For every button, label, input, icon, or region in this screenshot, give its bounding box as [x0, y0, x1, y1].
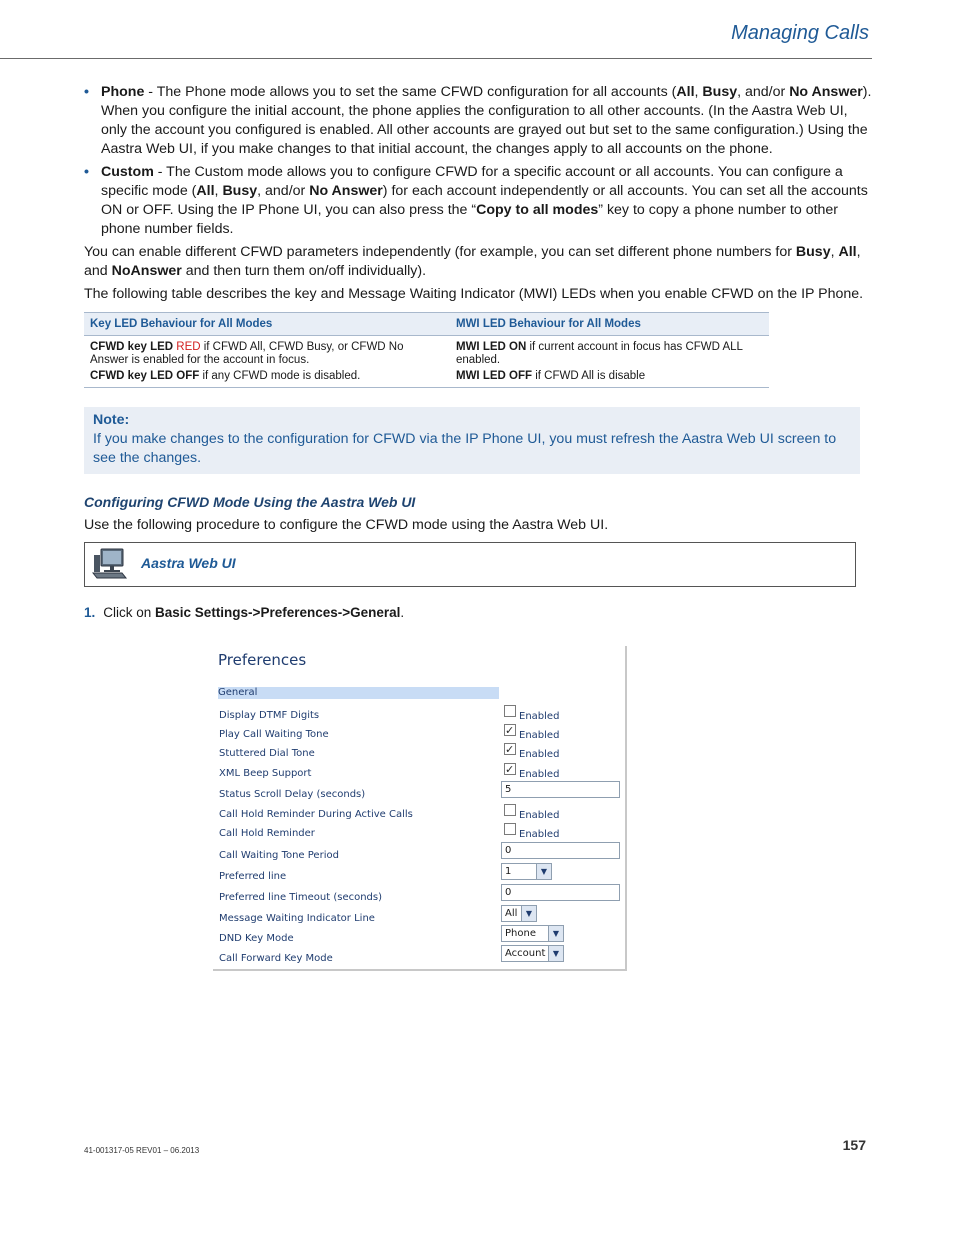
table-row: [84, 336, 769, 388]
pref-label: XML Beep Support: [219, 768, 312, 779]
pref-label: Preferred line: [219, 871, 287, 882]
pref-label: Call Hold Reminder: [219, 828, 315, 839]
pref-row-hold-reminder-active: [213, 805, 625, 823]
step-text: Click on: [103, 605, 156, 620]
pref-row-preferred-line-timeout: [213, 888, 625, 906]
mwi-line-select[interactable]: [501, 905, 537, 922]
stuttered-dial-checkbox[interactable]: [504, 743, 516, 755]
table-cell-key-led: [84, 336, 450, 388]
dnd-key-mode-select[interactable]: [501, 925, 564, 942]
pref-label: Call Forward Key Mode: [219, 953, 333, 964]
step-text: .: [400, 605, 405, 620]
bold-term: Copy to all modes: [476, 202, 599, 218]
bold-term: MWI LED OFF: [456, 370, 533, 382]
bullet-term: Phone: [101, 84, 145, 100]
pref-row-stuttered-dial: [213, 744, 625, 762]
para-text: and then turn them on/off individually).: [181, 263, 427, 279]
bullet-text: ” key to copy a phone number to other phone number fields.: [101, 202, 839, 237]
menu-path: Basic Settings->Preferences->General: [155, 605, 401, 620]
header-divider: [0, 58, 872, 59]
select-value: Phone: [505, 928, 536, 939]
bullet-text: ) for each account independently or all accounts. You can set all the accounts ON or OFF. Using the IP Phone UI, you can also press the “: [101, 183, 868, 218]
chevron-down-icon: ▼: [548, 946, 563, 961]
preferences-section-general: General: [218, 687, 499, 699]
key-led-off-line: [90, 370, 444, 383]
bullet-text: - The Custom mode allows you to configure CFWD for a specific account or all accounts. You can configure a specific mode (: [101, 164, 843, 199]
led-behaviour-table: [84, 312, 769, 388]
footer-document-id: 41-001317-05 REV01 – 06.2013: [84, 1146, 200, 1155]
pref-label: Status Scroll Delay (seconds): [219, 789, 366, 800]
step-1: [84, 603, 872, 622]
preferred-line-timeout-input[interactable]: 0: [501, 884, 620, 901]
bold-term: Busy: [222, 183, 258, 199]
note-box: [84, 407, 860, 474]
bold-term: No Answer: [789, 84, 863, 100]
pref-label: DND Key Mode: [219, 933, 294, 944]
pref-label: Message Waiting Indicator Line: [219, 913, 375, 924]
para-text: ,: [830, 244, 839, 260]
bold-term: NoAnswer: [111, 263, 182, 279]
bullet-dot: •: [84, 164, 89, 180]
pref-row-status-scroll: [213, 785, 625, 803]
bold-term: CFWD key LED: [90, 341, 177, 353]
note-label: Note:: [93, 412, 130, 428]
cell-text: if any CFWD mode is disabled.: [199, 370, 361, 382]
status-scroll-delay-input[interactable]: 5: [501, 781, 620, 798]
pref-row-call-forward-key-mode: [213, 949, 625, 967]
para-text: , and: [84, 244, 861, 279]
cell-text: if current account in focus has CFWD ALL enabled.: [456, 341, 743, 366]
bold-term: MWI LED ON: [456, 341, 527, 353]
bullet-text: , and/or: [257, 183, 310, 199]
call-waiting-period-input[interactable]: 0: [501, 842, 620, 859]
table-cell-mwi-led: [450, 336, 769, 388]
pref-label: Play Call Waiting Tone: [219, 729, 329, 740]
bullet-custom-mode: [84, 163, 872, 239]
bullet-dot: •: [84, 84, 89, 100]
page-header-title: Managing Calls: [731, 22, 869, 44]
key-led-red-line: [90, 341, 444, 367]
step-number: 1.: [84, 605, 96, 620]
checkbox-label: Enabled: [519, 810, 560, 821]
preferred-line-select[interactable]: [501, 863, 552, 880]
pref-row-play-call-waiting: [213, 725, 625, 743]
pref-label: Call Hold Reminder During Active Calls: [219, 809, 413, 820]
bullet-text: ,: [214, 183, 223, 199]
bullet-term: Custom: [101, 164, 154, 180]
bullet-text: , and/or: [737, 84, 790, 100]
aastra-web-ui-label: Aastra Web UI: [141, 555, 236, 571]
pref-row-display-dtmf: [213, 706, 625, 724]
chevron-down-icon: ▼: [521, 906, 536, 921]
display-dtmf-checkbox[interactable]: [504, 705, 516, 717]
select-value: Account: [505, 948, 546, 959]
pref-label: Stuttered Dial Tone: [219, 748, 315, 759]
pref-label: Preferred line Timeout (seconds): [219, 892, 383, 903]
checkbox-label: Enabled: [519, 730, 560, 741]
play-call-waiting-checkbox[interactable]: [504, 724, 516, 736]
bold-term: All: [838, 244, 857, 260]
bullet-text: - The Phone mode allows you to set the same CFWD configuration for all accounts (: [144, 84, 677, 100]
bold-term: Busy: [795, 244, 831, 260]
table-header-key-led: Key LED Behaviour for All Modes: [84, 313, 450, 336]
mwi-led-off-line: [456, 370, 763, 383]
cell-text: if CFWD All is disable: [532, 370, 646, 382]
paragraph-cfwd-params: [84, 243, 872, 281]
bullet-text: ,: [694, 84, 703, 100]
select-value: All: [505, 908, 518, 919]
bullet-phone-mode: [84, 83, 872, 159]
pref-row-hold-reminder: [213, 824, 625, 842]
red-label: RED: [176, 341, 201, 353]
bullet-text: ). When you configure the initial account, the phone applies the configuration to all other accounts. (In the Aastra Web UI, only the account you configured is enabled. All other accounts are grayed out but set to the same configuration.) Using the Aastra Web UI, if you make changes to that initial account, the changes apply to all accounts on the phone.: [101, 84, 872, 157]
checkbox-label: Enabled: [519, 829, 560, 840]
pref-row-xml-beep: [213, 764, 625, 782]
bold-term: No Answer: [309, 183, 383, 199]
page-content: [84, 83, 872, 622]
xml-beep-checkbox[interactable]: [504, 763, 516, 775]
section-intro: Use the following procedure to configure the CFWD mode using the Aastra Web UI.: [84, 517, 609, 533]
chevron-down-icon: ▼: [536, 864, 551, 879]
checkbox-label: Enabled: [519, 769, 560, 780]
bold-term: All: [676, 84, 695, 100]
table-header-mwi-led: MWI LED Behaviour for All Modes: [450, 313, 769, 336]
section-heading: Configuring CFWD Mode Using the Aastra Web UI: [84, 494, 416, 510]
pref-label: Display DTMF Digits: [219, 710, 320, 721]
pref-label: Call Waiting Tone Period: [219, 850, 339, 861]
computer-icon: [92, 547, 128, 581]
bold-term: All: [196, 183, 215, 199]
chevron-down-icon: ▼: [548, 926, 563, 941]
mwi-led-on-line: [456, 341, 763, 367]
aastra-web-ui-banner: [84, 542, 856, 587]
preferences-panel: [213, 646, 627, 971]
checkbox-label: Enabled: [519, 749, 560, 760]
call-forward-key-mode-select[interactable]: [501, 945, 564, 962]
footer-page-number: 157: [842, 1137, 866, 1153]
para-text: You can enable different CFWD parameters independently (for example, you can set different phone numbers for: [84, 244, 796, 260]
pref-row-preferred-line: [213, 867, 625, 885]
bold-term: Busy: [702, 84, 738, 100]
pref-row-call-waiting-period: [213, 846, 625, 864]
preferences-title: Preferences: [218, 651, 307, 669]
select-value: 1: [505, 866, 512, 877]
cell-text: if CFWD All, CFWD Busy, or CFWD No Answer is enabled for the account in focus.: [90, 341, 404, 366]
hold-reminder-checkbox[interactable]: [504, 823, 516, 835]
hold-reminder-active-checkbox[interactable]: [504, 804, 516, 816]
paragraph-table-intro: The following table describes the key and Message Waiting Indicator (MWI) LEDs when you enable CFWD on the IP Phone.: [84, 286, 864, 302]
note-text: If you make changes to the configuration for CFWD via the IP Phone UI, you must refresh the Aastra Web UI screen to see the changes.: [93, 431, 837, 466]
bold-term: CFWD key LED OFF: [90, 370, 200, 382]
checkbox-label: Enabled: [519, 711, 560, 722]
